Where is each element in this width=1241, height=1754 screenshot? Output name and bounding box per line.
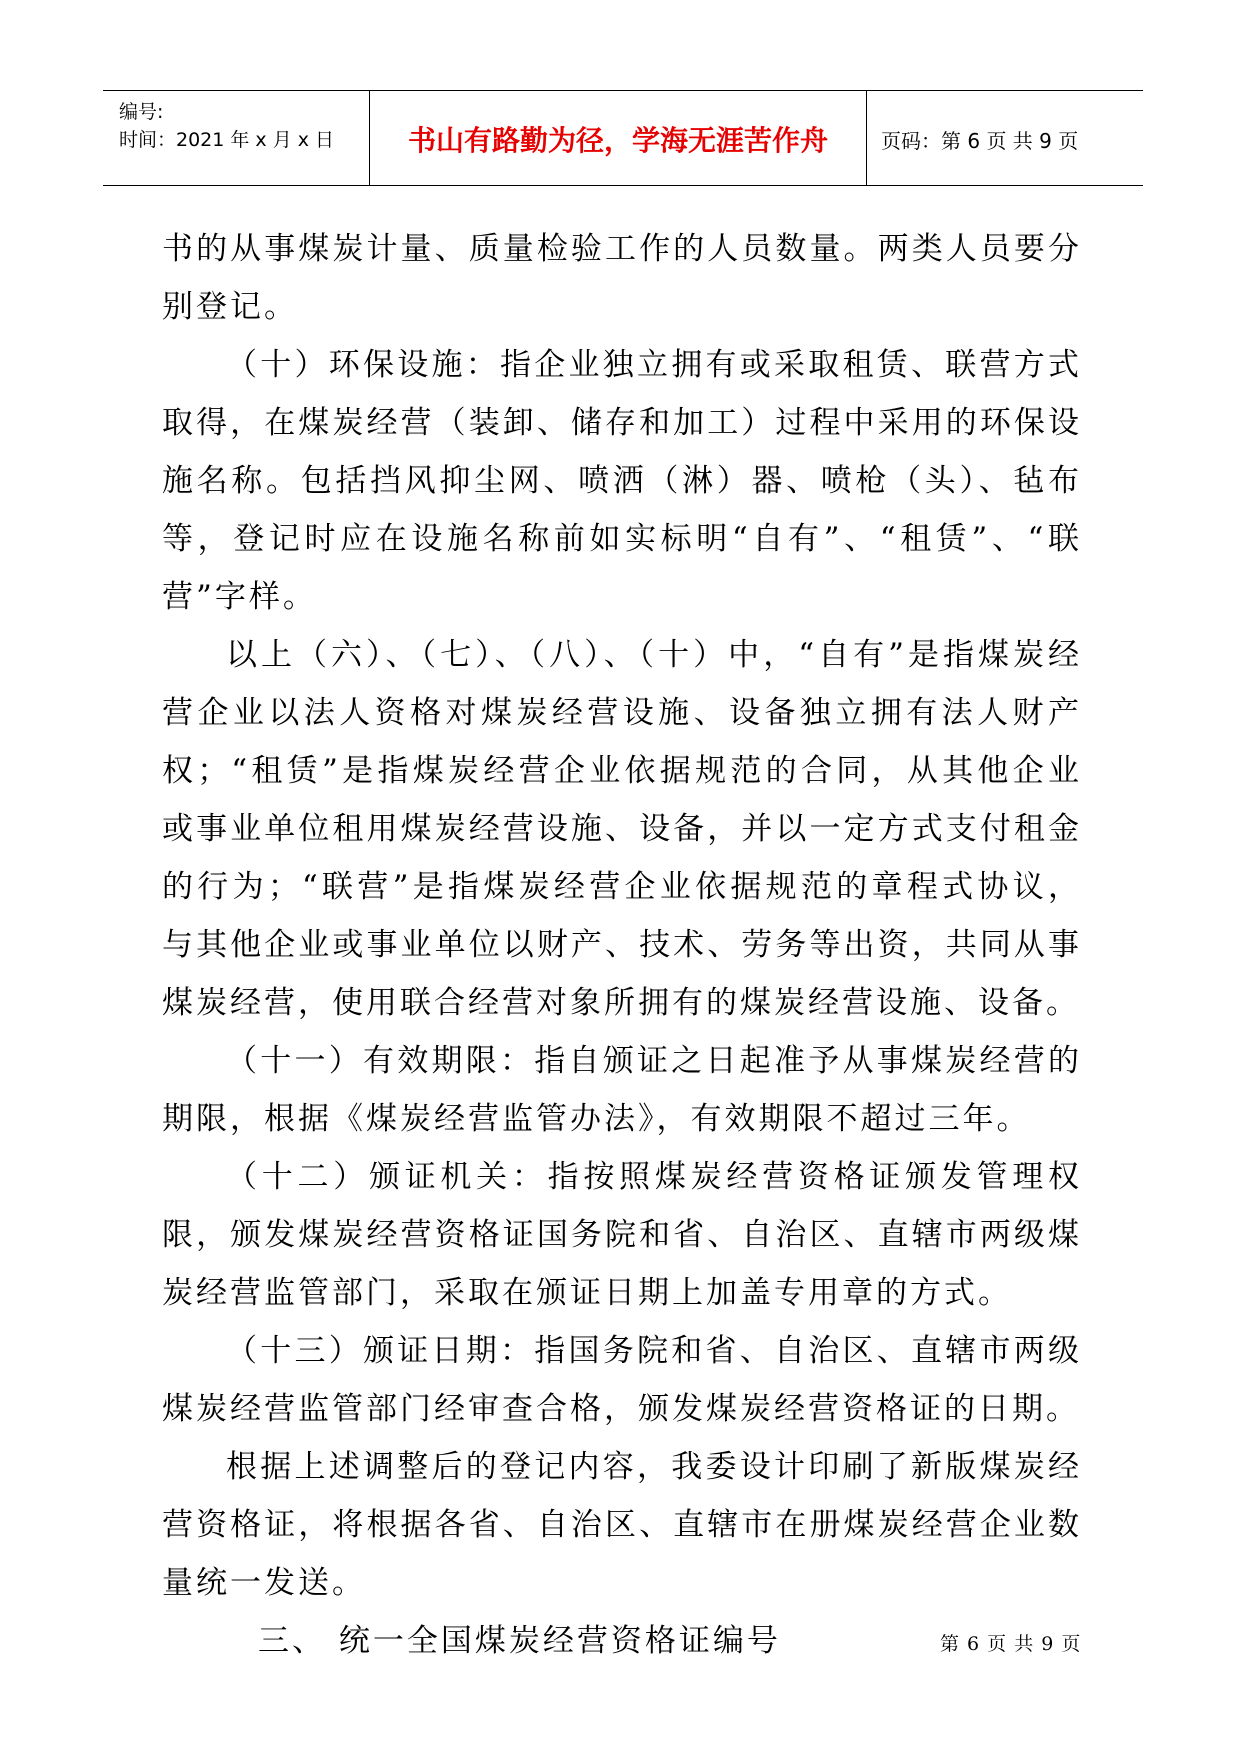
paragraph-validity-period: （十一）有效期限：指自颁证之日起准予从事煤炭经营的期限，根据《煤炭经营监管办法》，有效期限不超过三年。 (162, 1043, 1082, 1137)
header-motto-cell (370, 91, 867, 185)
header-left-cell (103, 91, 370, 185)
page-footer: 第 6 页 共 9 页 (940, 1633, 1082, 1655)
header-page-cell (867, 91, 1143, 185)
section-heading-three: 三、 统一全国煤炭经营资格证编号 (258, 1623, 781, 1659)
paragraph-environmental-facilities: （十）环保设施：指企业独立拥有或采取租赁、联营方式取得，在煤炭经营（装卸、储存和加工）过程中采用的环保设施名称。包括挡风抑尘网、喷洒（淋）器、喷枪（头）、毡布等，登记时应在设施名称前如实标明“自有”、“租赁”、“联营”字样。 (162, 347, 1082, 615)
paragraph-new-certificate: 根据上述调整后的登记内容，我委设计印刷了新版煤炭经营资格证，将根据各省、自治区、直辖市在册煤炭经营企业数量统一发送。 (162, 1449, 1082, 1601)
motto-text: 书山有路勤为径，学海无涯苦作舟 (407, 124, 828, 157)
paragraph-issuing-authority: （十二）颁证机关：指按照煤炭经营资格证颁发管理权限，颁发煤炭经营资格证国务院和省、自治区、直辖市两级煤炭经营监管部门，采取在颁证日期上加盖专用章的方式。 (162, 1159, 1082, 1311)
page-number-label: 页码：第 6 页 共 9 页 (881, 129, 1079, 153)
number-label: 编号: (119, 101, 164, 123)
page-header (103, 90, 1143, 186)
paragraph-continuation: 书的从事煤炭计量、质量检验工作的人员数量。两类人员要分别登记。 (162, 231, 1082, 325)
time-label: 时间：2021 年 x 月 x 日 (119, 129, 335, 151)
paragraph-ownership-definitions: 以上（六）、（七）、（八）、（十）中，“自有”是指煤炭经营企业以法人资格对煤炭经营设施、设备独立拥有法人财产权；“租赁”是指煤炭经营企业依据规范的合同，从其他企业或事业单位租用煤炭经营设施、设备，并以一定方式支付租金的行为；“联营”是指煤炭经营企业依据规范的章程式协议，与其他企业或事业单位以财产、技术、劳务等出资，共同从事煤炭经营，使用联合经营对象所拥有的煤炭经营设施、设备。 (162, 637, 1082, 1021)
document-body (162, 220, 1082, 1670)
paragraph-issue-date: （十三）颁证日期：指国务院和省、自治区、直辖市两级煤炭经营监管部门经审查合格，颁发煤炭经营资格证的日期。 (162, 1333, 1082, 1427)
